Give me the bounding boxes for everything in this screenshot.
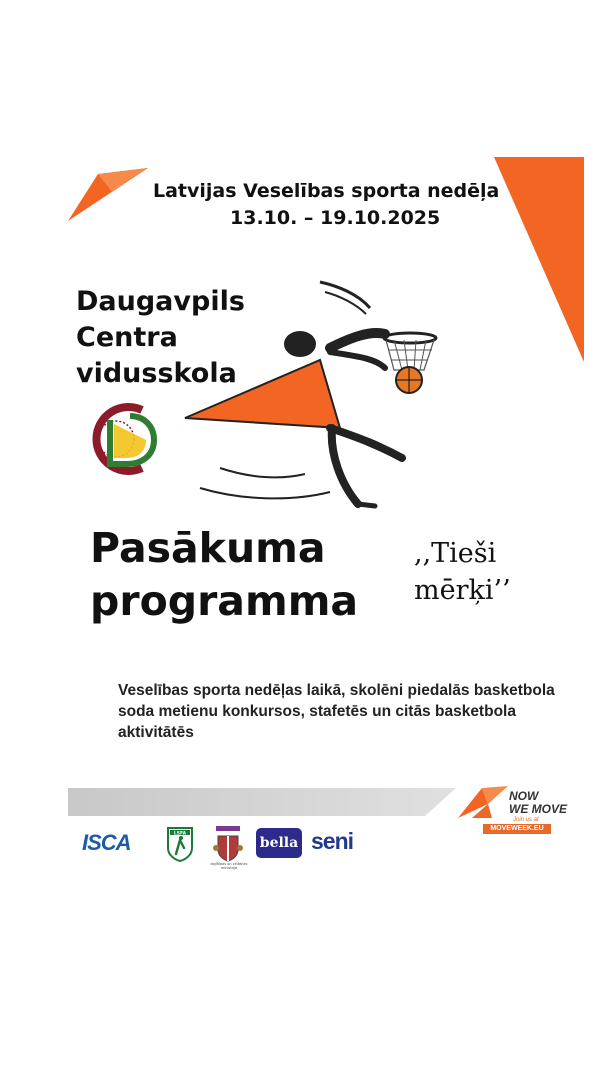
event-title: Latvijas Veselības sporta nedēļa [153,180,500,202]
isca-logo: ISCA [82,830,131,855]
svg-text:LSFA: LSFA [173,831,187,837]
motto-line: mērķi’’ [414,575,511,606]
footer-band [68,788,456,816]
program-title-line: Pasākuma [90,524,326,572]
moveweek-slogan-line: WE MOVE [509,802,568,816]
school-name-line: vidusskola [76,358,237,389]
program-title [90,522,358,628]
school-name-line: Daugavpils [76,286,245,317]
paper-plane-icon [68,166,150,222]
program-title-line: programma [90,577,359,625]
bella-logo: bella [256,828,302,858]
event-description: Veselības sporta nedēļas laikā, skolēni piedalās basketbola soda metienu konkursos, stafetēs un citās basketbola aktivitātēs [118,682,555,741]
moveweek-join: Join us at [513,817,539,823]
school-logo [82,398,168,480]
moveweek-url: MOVEWEEK.EU [483,824,551,834]
lsfa-logo [166,826,194,862]
motto-line: ,,Tieši [414,538,497,569]
program-motto [414,535,511,609]
basketball-player-illustration [180,278,442,516]
school-name-line: Centra [76,322,178,353]
moveweek-slogan [509,790,567,816]
moveweek-slogan-line: NOW [509,789,539,803]
moveweek-logo-icon [458,784,510,820]
seni-logo: seni [311,828,354,854]
event-dates: 13.10. – 19.10.2025 [230,207,441,229]
corner-triangle-shape [494,157,586,363]
ministry-label: Izglītības un zinātnes ministrija [210,862,248,870]
